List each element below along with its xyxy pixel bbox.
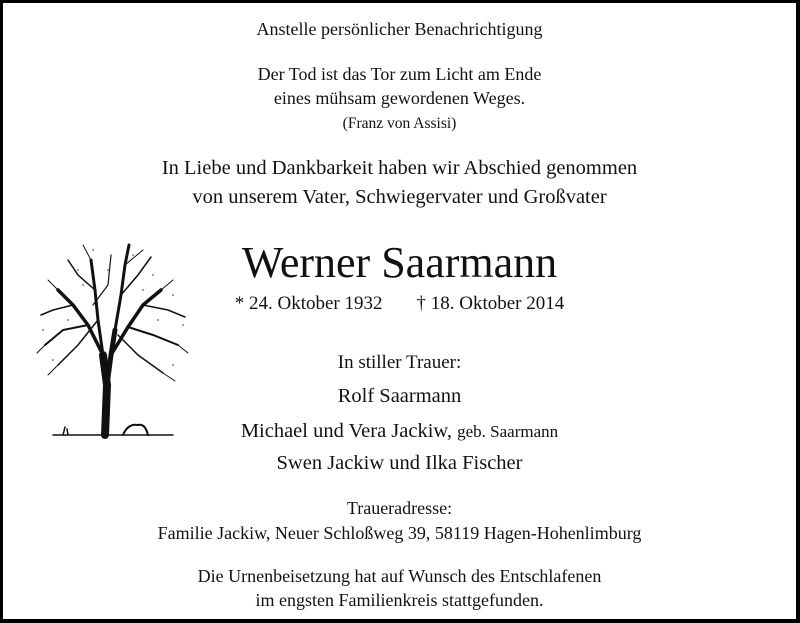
- mourner-line-2-names: Michael und Vera Jackiw,: [240, 420, 453, 442]
- quote-line-2: eines mühsam gewordenen Weges.: [273, 88, 526, 108]
- intro-line-1: In Liebe und Dankbarkeit haben wir Abschied genommen: [161, 157, 638, 179]
- mourner-line-3: Swen Jackiw und Ilka Fischer: [276, 452, 523, 474]
- mourner-line-2: [3, 421, 796, 442]
- closing-line-2: im engsten Familienkreis stattgefunden.: [255, 590, 544, 610]
- birth-date: * 24. Oktober 1932: [234, 293, 383, 314]
- address-label: Traueradresse:: [346, 498, 453, 518]
- quote-line-1: Der Tod ist das Tor zum Licht am Ende: [257, 64, 542, 84]
- mourner-line-2-maiden-name: geb. Saarmann: [457, 422, 559, 441]
- life-dates: [3, 293, 796, 315]
- notice-header: Anstelle persönlicher Benachrichtigung: [256, 19, 543, 39]
- mourner-line-1: Rolf Saarmann: [337, 385, 462, 407]
- deceased-name: Werner Saarmann: [241, 238, 558, 287]
- death-date: † 18. Oktober 2014: [416, 293, 565, 314]
- quote-author: (Franz von Assisi): [342, 115, 457, 132]
- address-value: Familie Jackiw, Neuer Schloßweg 39, 58119 Hagen-Hohenlimburg: [157, 523, 642, 543]
- closing-line-1: Die Urnenbeisetzung hat auf Wunsch des Entschlafenen: [197, 566, 602, 586]
- mourners-heading: In stiller Trauer:: [337, 352, 462, 373]
- intro-line-2: von unserem Vater, Schwiegervater und Großvater: [192, 186, 607, 208]
